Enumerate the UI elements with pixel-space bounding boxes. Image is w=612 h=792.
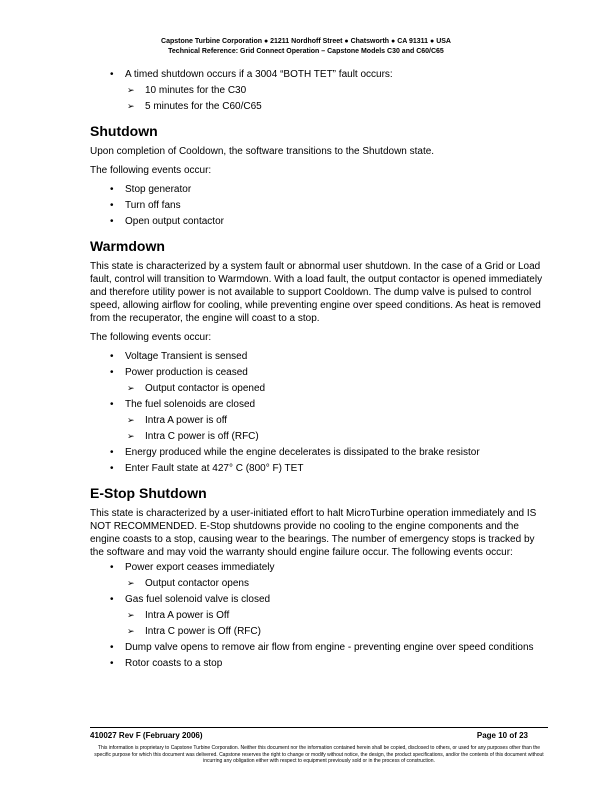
bullet-icon: • [110, 447, 114, 458]
paragraph: Upon completion of Cooldown, the software transitions to the Shutdown state. [90, 146, 435, 157]
bullet-icon: • [110, 184, 114, 195]
sub-list-item: ➢ Intra C power is Off (RFC) [127, 626, 261, 637]
list-item: • The fuel solenoids are closed [110, 399, 256, 410]
document-id: 410027 Rev F (February 2006) [90, 731, 203, 740]
bullet-icon: • [110, 216, 114, 227]
list-item: • Voltage Transient is sensed [110, 351, 248, 362]
bullet-icon: • [110, 562, 114, 573]
bullet-icon: • [110, 69, 114, 80]
list-item: • Dump valve opens to remove air flow from engine - preventing engine over speed conditions [110, 642, 534, 653]
sub-list-item: ➢ 10 minutes for the C30 [127, 85, 247, 96]
bullet-icon: • [110, 351, 114, 362]
list-item: • A timed shutdown occurs if a 3004 “BOTH TET” fault occurs: [110, 69, 393, 80]
list-item: • Gas fuel solenoid valve is closed [110, 594, 271, 605]
list-item: • Rotor coasts to a stop [110, 658, 223, 669]
bullet-icon: • [110, 463, 114, 474]
arrow-bullet-icon: ➢ [127, 610, 135, 620]
section-heading-estop: E-Stop Shutdown [90, 485, 207, 501]
list-item: • Open output contactor [110, 216, 224, 227]
events-label: The following events occur: [90, 165, 212, 176]
arrow-bullet-icon: ➢ [127, 383, 135, 393]
sub-list-item: ➢ Output contactor opens [127, 578, 249, 589]
list-item: • Stop generator [110, 184, 192, 195]
document-body [90, 68, 550, 673]
sub-list-item: ➢ 5 minutes for the C60/C65 [127, 101, 262, 112]
sub-list-item: ➢ Intra C power is off (RFC) [127, 431, 259, 442]
list-item: • Enter Fault state at 427° C (800° F) TET [110, 463, 304, 474]
arrow-bullet-icon: ➢ [127, 101, 135, 111]
bullet-icon: • [110, 200, 114, 211]
paragraph: This state is characterized by a user-initiated effort to halt MicroTurbine operation immediately and IS NOT RECOMMENDED. E-Stop shutdowns provide no cooling to the engine components and the engine coasts to a stop, causing wear to the bearings. The number of emergency stops is tracked by the software and may void the warranty should engine failure occur. The following events occur: [90, 508, 537, 558]
events-label: The following events occur: [90, 332, 212, 343]
arrow-bullet-icon: ➢ [127, 415, 135, 425]
bullet-icon: • [110, 594, 114, 605]
sub-list-item: ➢ Output contactor is opened [127, 383, 266, 394]
section-heading-warmdown: Warmdown [90, 238, 165, 254]
page-number: Page 10 of 23 [476, 731, 528, 740]
sub-list-item: ➢ Intra A power is Off [127, 610, 230, 621]
bullet-icon: • [110, 658, 114, 669]
list-item: • Energy produced while the engine decelerates is dissipated to the brake resistor [110, 447, 480, 458]
arrow-bullet-icon: ➢ [127, 431, 135, 441]
page-header [0, 37, 612, 57]
header-title-line: Technical Reference: Grid Connect Operation – Capstone Models C30 and C60/C65 [168, 48, 444, 55]
proprietary-disclaimer: This information is proprietary to Capstone Turbine Corporation. Neither this document nor the information contained herein shall be copied, disclosed to others, or used for any purposes other than the specific purpose for which this document was delivered. Capstone reserves the right to change or modify without notice, the design, the product specifications, and/or the contents of this document without incurring any obligation either with respect to equipment previously sold or in the process of construction. [94, 745, 544, 764]
bullet-icon: • [110, 367, 114, 378]
section-heading-shutdown: Shutdown [90, 123, 158, 139]
bullet-icon: • [110, 399, 114, 410]
list-item: • Turn off fans [110, 200, 181, 211]
list-item: • Power export ceases immediately [110, 562, 275, 573]
bullet-icon: • [110, 642, 114, 653]
arrow-bullet-icon: ➢ [127, 85, 135, 95]
sub-list-item: ➢ Intra A power is off [127, 415, 228, 426]
paragraph: This state is characterized by a system fault or abnormal user shutdown. In the case of a Grid or Load fault, control will transition to Warmdown. With a load fault, the output contactor is opened immediately and therefore utility power is not available to support Cooldown. The dump valve is pulsed to control speed, allowing airflow for cooling, while preventing engine over speed conditions. As heat is removed from the recuperator, the engine will coast to a stop. [90, 261, 543, 324]
footer-divider [90, 727, 548, 728]
list-item: • Power production is ceased [110, 367, 248, 378]
arrow-bullet-icon: ➢ [127, 578, 135, 588]
header-company-line: Capstone Turbine Corporation ● 21211 Nordhoff Street ● Chatsworth ● CA 91311 ● USA [161, 38, 451, 45]
arrow-bullet-icon: ➢ [127, 626, 135, 636]
